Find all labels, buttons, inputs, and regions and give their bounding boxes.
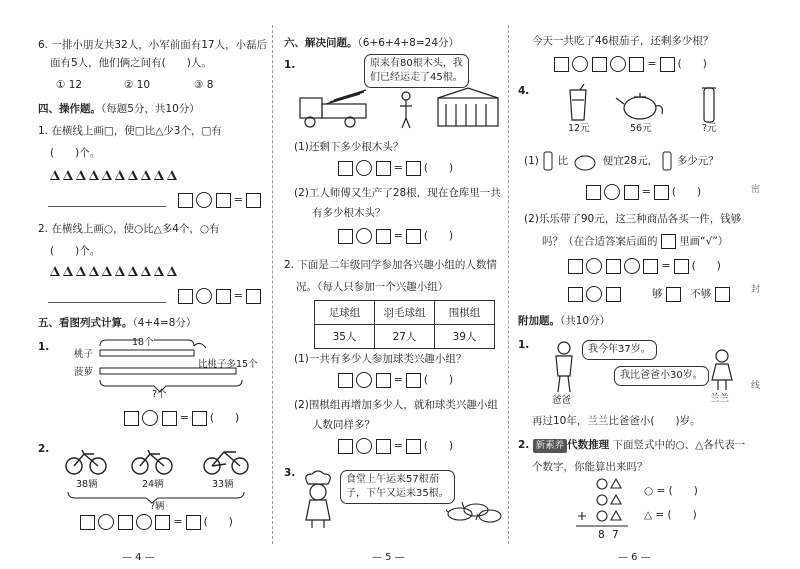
not-enough-label: 不够 bbox=[690, 288, 712, 300]
m-q1-bubble-line-1: 原来有80根木头，我 bbox=[370, 58, 463, 69]
m-q3-speech-bubble bbox=[340, 470, 455, 504]
p1-more-label: 比桃子多15个 bbox=[198, 359, 258, 370]
thermos-icon bbox=[542, 150, 554, 172]
r-q3-equation: = ( ) bbox=[554, 56, 707, 72]
bonus-note: （共10分） bbox=[560, 315, 611, 327]
answer-box bbox=[661, 234, 676, 249]
op1-triangles bbox=[50, 170, 180, 184]
dad-speech-bubble: 我今年37岁。 bbox=[582, 340, 657, 360]
column-divider bbox=[272, 25, 273, 544]
m-q2-text-1: 2. 下面是二年级同学参加各兴趣小组的人数情 bbox=[284, 259, 497, 271]
table-row bbox=[315, 301, 495, 325]
thermos-icon bbox=[661, 150, 673, 172]
p1-equation: = ( ) bbox=[124, 410, 239, 426]
section-4-note: （每题5分，共10分） bbox=[101, 103, 200, 115]
op1-equation-boxes: = bbox=[178, 192, 261, 208]
section-5-heading bbox=[38, 316, 196, 330]
r-q4-sub1-than: 比 bbox=[557, 155, 569, 167]
product-illustrations bbox=[562, 84, 732, 124]
section-5-note: （4+4=8分） bbox=[132, 317, 197, 329]
q6-option-3: ③ 8 bbox=[194, 79, 214, 91]
m-q1-speech-bubble bbox=[364, 54, 469, 88]
bonus-q1-question: 再过10年，兰兰比爸爸小( )岁。 bbox=[532, 415, 701, 427]
op2-triangles bbox=[50, 266, 180, 280]
op1-text-2: ( )个。 bbox=[50, 147, 101, 159]
r-q4-sub1-howmuch: 多少元？ bbox=[676, 155, 719, 167]
price-thermos: ?元 bbox=[702, 123, 717, 134]
chef-illustration bbox=[298, 470, 338, 530]
section-6-heading bbox=[284, 36, 459, 50]
p2-question-mark: ?辆 bbox=[150, 501, 165, 512]
table-header-football: 足球组 bbox=[315, 301, 375, 325]
page-number-6: — 6 — bbox=[618, 552, 651, 563]
r-q4-sub1-cheaper: 便宜28元， bbox=[602, 155, 659, 167]
section-5-title: 五、看图列式计算。 bbox=[38, 317, 133, 329]
m-q3-number: 3. bbox=[284, 467, 296, 479]
section-6-title: 六、解决问题。 bbox=[284, 37, 358, 49]
table-cell-go: 39人 bbox=[435, 325, 495, 349]
right-page bbox=[512, 0, 800, 569]
truck-and-warehouse-illustration bbox=[296, 84, 506, 132]
r-q4-compare-row bbox=[568, 286, 730, 302]
r-q4-sub2c-text: 里画“√”） bbox=[679, 235, 729, 248]
p1-question-mark: ?个 bbox=[152, 389, 167, 400]
m-q2-text-2: 况。（每人只参加一个兴趣小组） bbox=[296, 281, 449, 293]
triangle-answer: △ = ( ) bbox=[644, 509, 697, 521]
lanlan-speech-bubble: 我比爸爸小30岁。 bbox=[614, 366, 709, 386]
r-q4-sub1-label: (1) bbox=[524, 155, 539, 167]
enough-label: 够 bbox=[652, 288, 663, 300]
seal-line-char-2: 封 bbox=[750, 285, 760, 295]
bonus-heading bbox=[518, 314, 610, 328]
circle-answer: ○ = ( ) bbox=[644, 485, 698, 497]
table-cell-football: 35人 bbox=[315, 325, 375, 349]
section-4-title: 四、操作题。 bbox=[38, 103, 101, 115]
op2-answer-line bbox=[48, 302, 166, 303]
p2-count-3: 33辆 bbox=[212, 479, 234, 490]
p1-row-peach: 桃子 bbox=[74, 349, 94, 360]
p1-top-label: 18个 bbox=[132, 337, 154, 348]
m-q2-sub-2a: (2)围棋组再增加多少人，就和球类兴趣小组 bbox=[294, 399, 498, 411]
op1-answer-line bbox=[48, 206, 166, 207]
bonus-q1-number: 1. bbox=[518, 339, 530, 351]
section-6-note: （6+6+4+8=24分） bbox=[357, 37, 460, 49]
page-number-4: — 4 — bbox=[122, 552, 155, 563]
bonus-title: 附加题。 bbox=[518, 315, 560, 327]
q6-text-2: 面有5人，他们俩之间有( )人。 bbox=[50, 57, 212, 69]
m-q1-bubble-line-2: 们已经运走了45根。 bbox=[370, 72, 463, 83]
price-teapot: 56元 bbox=[630, 123, 652, 134]
r-q3-tail-text: 今天一共吃了46根茄子，还剩多少根？ bbox=[532, 35, 714, 47]
q6-option-2: ② 10 bbox=[124, 79, 151, 91]
p1-number: 1. bbox=[38, 341, 50, 353]
algebra-tag: 代数推理 bbox=[567, 439, 610, 451]
seal-line-char-1: 密 bbox=[750, 185, 760, 195]
p1-row-pineapple: 菠萝 bbox=[74, 367, 94, 378]
op2-equation-boxes: = bbox=[178, 288, 261, 304]
m-q2-sub2-equation: = ( ) bbox=[338, 438, 453, 454]
column-divider bbox=[508, 25, 509, 544]
dad-illustration bbox=[546, 340, 582, 396]
r-q4-sub2-equation: = ( ) bbox=[568, 258, 721, 274]
m-q3-bubble-line-1: 食堂上午运来57根茄 bbox=[346, 474, 439, 485]
enough-checkbox[interactable] bbox=[666, 287, 681, 302]
r-q4-sub-2a: (2)乐乐带了90元，这三种商品各买一件，钱够 bbox=[524, 213, 742, 225]
sum-digit-tens: 8 bbox=[598, 529, 605, 541]
price-cup: 12元 bbox=[568, 123, 590, 134]
m-q1-number: 1. bbox=[284, 59, 296, 71]
lanlan-illustration bbox=[708, 348, 736, 392]
left-page bbox=[0, 0, 270, 569]
m-q1-sub2-equation: = ( ) bbox=[338, 228, 453, 244]
table-row bbox=[315, 325, 495, 349]
not-enough-checkbox[interactable] bbox=[715, 287, 730, 302]
interest-group-table bbox=[314, 300, 495, 349]
m-q3-bubble-line-2: 子，下午又运来35根。 bbox=[346, 488, 449, 499]
dad-label: 爸爸 bbox=[552, 395, 572, 406]
bonus-q2-text-2: 个数字，你能算出来吗？ bbox=[532, 461, 648, 473]
op1-text-1: 1. 在横线上画□，使□比△少3个，□有 bbox=[38, 125, 222, 137]
table-header-go: 围棋组 bbox=[435, 301, 495, 325]
q6-text-1: 6. 一排小朋友共32人，小军前面有17人，小磊后 bbox=[38, 39, 268, 51]
table-cell-badminton: 27人 bbox=[375, 325, 435, 349]
teapot-icon bbox=[571, 151, 599, 171]
section-4-heading bbox=[38, 102, 200, 116]
q6-option-1: ① 12 bbox=[56, 79, 83, 91]
op2-text-1: 2. 在横线上画○，使○比△多4个，○有 bbox=[38, 223, 220, 235]
m-q2-sub1-equation: = ( ) bbox=[338, 372, 453, 388]
m-q1-sub-1: (1)还剩下多少根木头？ bbox=[294, 141, 404, 153]
m-q1-sub1-equation: = ( ) bbox=[338, 160, 453, 176]
page-number-5: — 5 — bbox=[372, 552, 405, 563]
r-q4-sub2b-text: 吗？（在合适答案后面的 bbox=[542, 235, 658, 248]
seal-line-char-3: 线 bbox=[750, 381, 760, 391]
middle-page bbox=[276, 0, 506, 569]
bicycle-illustrations bbox=[62, 440, 262, 480]
table-header-badminton: 羽毛球组 bbox=[375, 301, 435, 325]
p2-count-2: 24辆 bbox=[142, 479, 164, 490]
p2-equation: = ( ) bbox=[80, 514, 233, 530]
bonus-q2-line-1 bbox=[518, 438, 745, 453]
r-q4-sub-2b bbox=[542, 234, 728, 249]
p2-count-1: 38辆 bbox=[76, 479, 98, 490]
r-q4-sub1-equation: = ( ) bbox=[586, 184, 701, 200]
op2-text-2: ( )个。 bbox=[50, 245, 101, 257]
new-literacy-badge: 新素养 bbox=[533, 439, 568, 453]
m-q1-sub-2b: 有多少根木头？ bbox=[312, 207, 386, 219]
eggplant-illustration bbox=[446, 492, 504, 526]
bonus-q2-text-1: 下面竖式中的○、△各代表一 bbox=[612, 439, 746, 451]
bonus-q2-number: 2. bbox=[518, 439, 530, 451]
lanlan-label: 兰兰 bbox=[710, 393, 730, 404]
r-q4-number: 4. bbox=[518, 85, 530, 97]
m-q1-sub-2a: (2)工人师傅又生产了28根，现在仓库里一共 bbox=[294, 187, 501, 199]
r-q4-sub-1 bbox=[524, 150, 719, 172]
m-q2-sub-2b: 人数同样多？ bbox=[312, 419, 375, 431]
sum-digit-ones: 7 bbox=[612, 529, 619, 541]
m-q2-sub-1: (1)一共有多少人参加球类兴趣小组？ bbox=[294, 353, 467, 365]
p2-number: 2. bbox=[38, 443, 50, 455]
